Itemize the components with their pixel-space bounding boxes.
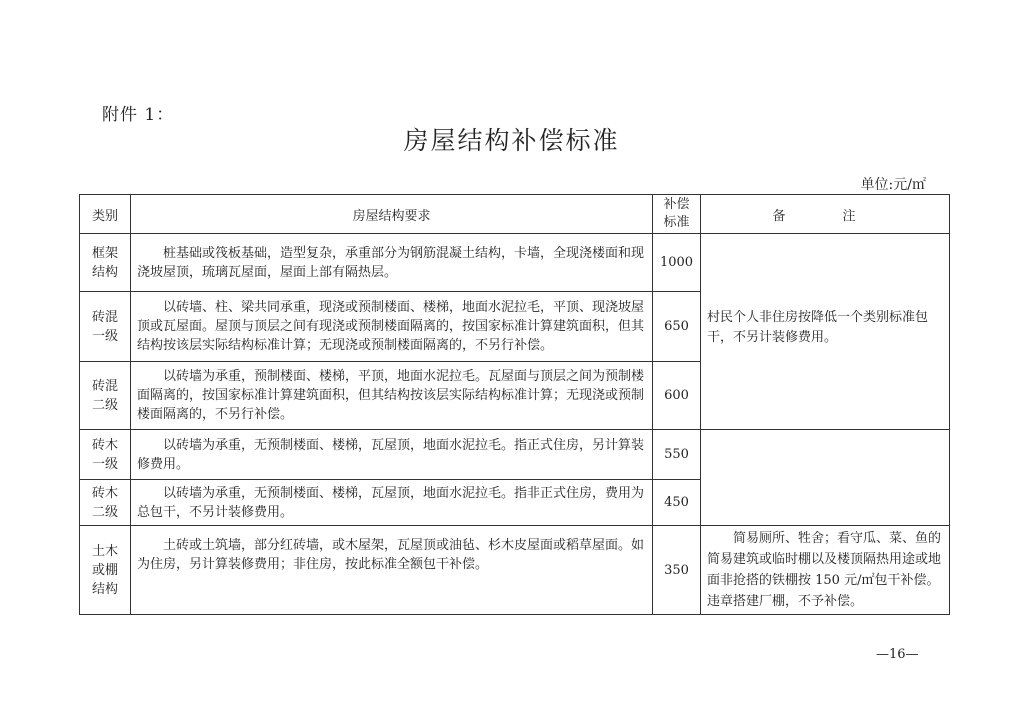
table-row	[80, 430, 950, 480]
standard-cell: 600	[653, 362, 701, 430]
column-header-note: 备 注	[701, 195, 950, 234]
note-cell-empty	[701, 430, 950, 526]
category-cell: 砖木二级	[80, 480, 131, 526]
category-cell: 砖混一级	[80, 292, 131, 362]
attachment-label: 附件 1：	[102, 105, 175, 125]
category-cell: 砖混二级	[80, 362, 131, 430]
note-cell-group1: 村民个人非住房按降低一个类别标准包干，不另计装修费用。	[701, 234, 950, 430]
page-title: 房屋结构补偿标准	[403, 126, 620, 155]
standard-cell: 650	[653, 292, 701, 362]
category-cell: 土木或棚结构	[80, 526, 131, 615]
requirement-cell: 以砖墙、柱、梁共同承重，现浇或预制楼面、楼梯，地面水泥拉毛，平顶、现浇坡屋顶或瓦屋面。屋顶与顶层之间有现浇或预制楼面隔离的，按国家标准计算建筑面积，但其结构按该层实际结构标准计算；无现浇或预制楼面隔离的，不另行补偿。	[131, 292, 653, 362]
table-header-row	[80, 195, 950, 234]
compensation-table	[79, 194, 950, 615]
unit-label: 单位:元/㎡	[860, 177, 926, 193]
page-number: —16—	[876, 647, 919, 662]
category-cell: 框架结构	[80, 234, 131, 292]
column-header-standard: 补偿标准	[653, 195, 701, 234]
column-header-requirement: 房屋结构要求	[131, 195, 653, 234]
requirement-cell: 以砖墙为承重，无预制楼面、楼梯，瓦屋顶，地面水泥拉毛。指非正式住房，费用为总包干，不另计装修费用。	[131, 480, 653, 526]
requirement-cell: 桩基础或筏板基础，造型复杂，承重部分为钢筋混凝土结构，卡墙，全现浇楼面和现浇坡屋顶，琉璃瓦屋面，屋面上部有隔热层。	[131, 234, 653, 292]
requirement-cell: 以砖墙为承重，无预制楼面、楼梯，瓦屋顶，地面水泥拉毛。指正式住房，另计算装修费用。	[131, 430, 653, 480]
column-header-category: 类别	[80, 195, 131, 234]
note-cell-last: 简易厕所、牲舍；看守瓜、菜、鱼的简易建筑或临时棚以及楼顶隔热用途或地面非抢搭的铁棚按 150 元/㎡包干补偿。违章搭建厂棚，不予补偿。	[701, 526, 950, 615]
standard-cell: 1000	[653, 234, 701, 292]
category-cell: 砖木一级	[80, 430, 131, 480]
table-row	[80, 234, 950, 292]
requirement-cell: 以砖墙为承重，预制楼面、楼梯，平顶，地面水泥拉毛。瓦屋面与顶层之间为预制楼面隔离的，按国家标准计算建筑面积，但其结构按该层实际结构标准计算；无现浇或预制楼面隔离的，不另行补偿。	[131, 362, 653, 430]
standard-cell: 350	[653, 526, 701, 615]
standard-cell: 450	[653, 480, 701, 526]
requirement-cell: 土砖或土筑墙，部分红砖墙，或木屋架，瓦屋顶或油毡、杉木皮屋面或稻草屋面。如为住房，另计算装修费用；非住房，按此标准全额包干补偿。	[131, 526, 653, 615]
standard-cell: 550	[653, 430, 701, 480]
table-row	[80, 526, 950, 615]
